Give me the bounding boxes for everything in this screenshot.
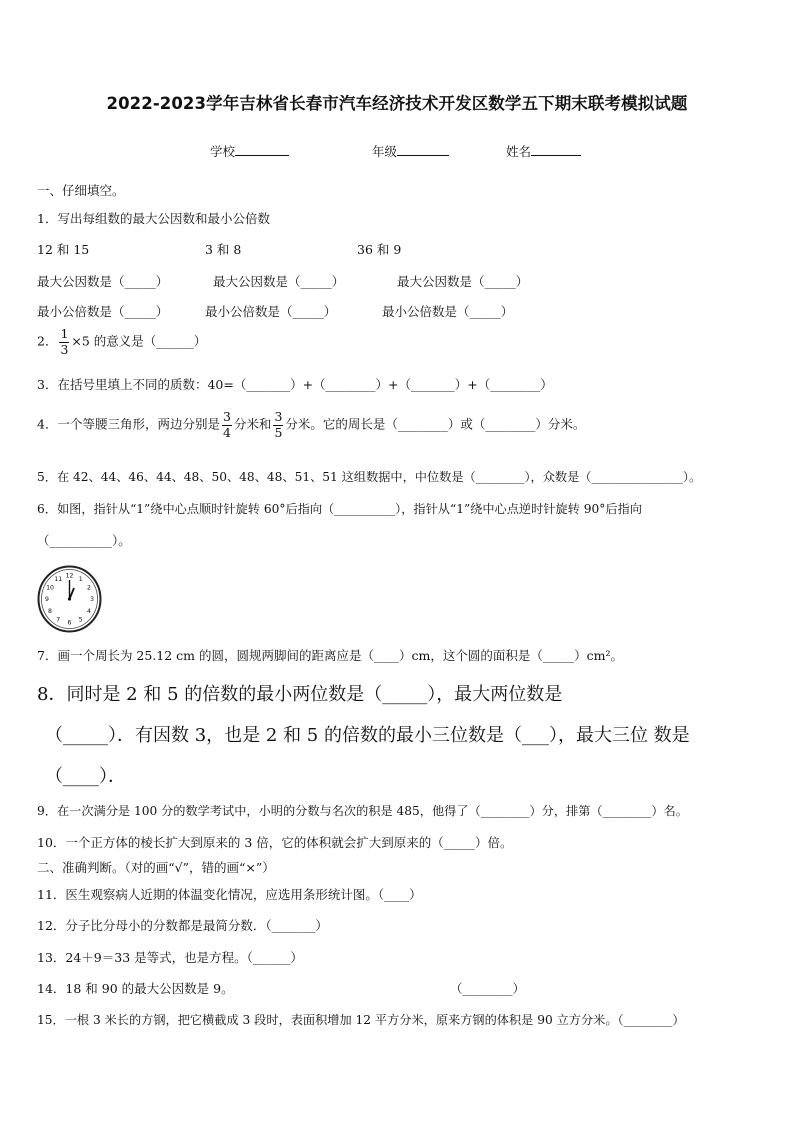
question-3: 3．在括号里填上不同的质数：40=（_______）+（________）+（_______）+（________） <box>37 377 553 392</box>
school-label: 学校 <box>210 144 236 159</box>
question-15: 15．一根 3 米长的方钢，把它横截成 3 段时，表面积增加 12 平方分米，原来方钢的体积是 90 立方分米。（________） <box>37 1013 685 1027</box>
q4-f1-num: 3 <box>222 409 231 424</box>
question-8-line-2: （_____）．有因数 3，也是 2 和 5 的倍数的最小三位数是（___），最大三位 数是 <box>45 725 690 746</box>
question-6-line-2: （__________）。 <box>37 533 131 548</box>
name-label: 姓名 <box>506 144 532 159</box>
question-2 <box>37 328 206 356</box>
question-1: 1．写出每组数的最大公因数和最小公倍数 <box>37 211 270 226</box>
clock-number-6: 6 <box>67 619 72 627</box>
grade-label: 年级 <box>372 144 398 159</box>
name-field <box>506 142 581 160</box>
q1-gcd-2: 最大公因数是（_____） <box>213 274 345 289</box>
q1-group-3: 36 和 9 <box>357 242 402 257</box>
q1-group-2: 3 和 8 <box>205 242 242 257</box>
question-10: 10．一个正方体的棱长扩大到原来的 3 倍，它的体积就会扩大到原来的（_____）倍。 <box>37 835 513 850</box>
question-5: 5．在 42、44、46、44、48、50、48、48、51、51 这组数据中，中位数是（________），众数是（_______________）。 <box>37 470 702 484</box>
clock-number-2: 2 <box>87 584 91 592</box>
q1-group-1: 12 和 15 <box>37 242 90 257</box>
q1-gcd-3: 最大公因数是（_____） <box>397 274 529 289</box>
question-8-line-3: （____）． <box>45 766 126 787</box>
q4-fraction-2 <box>273 411 283 439</box>
q4-f2-num: 3 <box>274 409 283 424</box>
q14-answer-blank[interactable]: （________） <box>450 981 526 996</box>
clock-number-7: 7 <box>56 616 61 624</box>
clock-number-8: 8 <box>48 607 52 615</box>
q1-lcm-2: 最小公倍数是（_____） <box>205 304 337 319</box>
question-8-line-1: 8．同时是 2 和 5 的倍数的最小两位数是（_____），最大两位数是 <box>37 684 563 705</box>
school-blank[interactable] <box>235 143 289 156</box>
q1-lcm-3: 最小公倍数是（_____） <box>382 304 514 319</box>
clock-number-9: 9 <box>45 596 49 604</box>
clock-number-5: 5 <box>78 616 83 624</box>
q2-frac-num: 1 <box>60 326 69 341</box>
school-field <box>210 142 289 160</box>
name-blank[interactable] <box>531 143 581 156</box>
q4-f2-den: 5 <box>274 424 283 440</box>
clock-number-11: 11 <box>54 575 63 583</box>
q4-f1-den: 4 <box>222 424 231 440</box>
q2-number: 2． <box>37 333 58 349</box>
q4-part2: 分米和 <box>233 416 272 432</box>
page-title: 2022-2023学年吉林省长春市汽车经济技术开发区数学五下期末联考模拟试题 <box>106 94 688 113</box>
clock-number-4: 4 <box>87 607 91 615</box>
q4-fraction-1 <box>222 411 232 439</box>
section1-heading: 一、仔细填空。 <box>37 183 125 198</box>
clock-number-12: 12 <box>65 572 74 580</box>
q4-part1: 4．一个等腰三角形，两边分别是 <box>37 416 220 432</box>
clock-number-1: 1 <box>78 575 83 583</box>
question-9: 9．在一次满分是 100 分的数学考试中，小明的分数与名次的积是 485，他得了（________）分，排第（________）名。 <box>37 804 688 818</box>
question-14: 14．18 和 90 的最大公因数是 9。 <box>37 981 234 996</box>
q2-fraction <box>59 328 69 356</box>
section2-heading: 二、准确判断。（对的画“√”，错的画“×”） <box>37 860 275 875</box>
grade-field <box>372 142 449 160</box>
question-4 <box>37 411 585 439</box>
question-13: 13．24＋9＝33 是等式，也是方程。（______） <box>37 950 303 965</box>
clock-icon <box>37 565 102 633</box>
q4-part3: 分米。它的周长是（________）或（________）分米。 <box>285 416 586 432</box>
q2-frac-den: 3 <box>60 341 69 357</box>
question-6-line-1: 6．如图，指针从“1”绕中心点顺时针旋转 60°后指向（__________），指针从“1”绕中心点逆时针旋转 90°后指向 <box>37 502 642 516</box>
clock-number-10: 10 <box>46 584 54 592</box>
q2-text: ×5 的意义是（______） <box>71 333 207 349</box>
question-11: 11．医生观察病人近期的体温变化情况，应选用条形统计图。（____） <box>37 887 422 902</box>
q1-lcm-1: 最小公倍数是（_____） <box>37 304 169 319</box>
clock-number-3: 3 <box>90 596 94 604</box>
question-12: 12．分子比分母小的分数都是最简分数．（_______） <box>37 918 328 933</box>
question-7: 7．画一个周长为 25.12 cm 的圆，圆规两脚间的距离应是（____）cm，这个圆的面积是（_____）cm²。 <box>37 648 623 663</box>
grade-blank[interactable] <box>397 143 449 156</box>
q1-gcd-1: 最大公因数是（_____） <box>37 274 169 289</box>
